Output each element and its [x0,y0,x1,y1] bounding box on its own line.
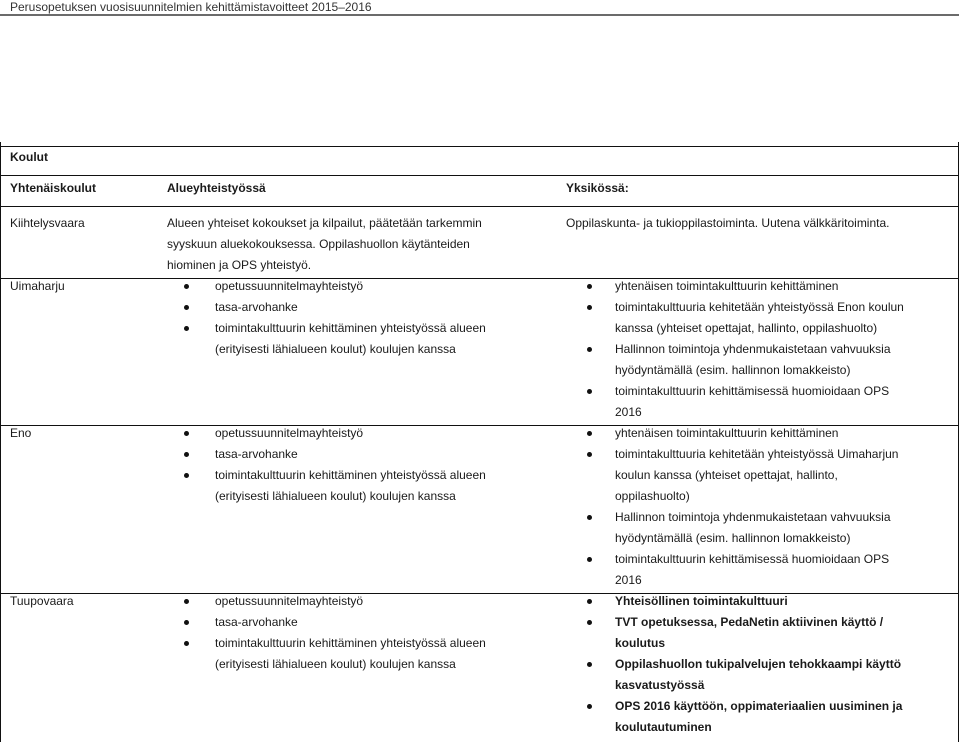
table-border-left [0,142,1,742]
list-item: 2016 [615,405,642,419]
table-title: Koulut [10,150,48,164]
list-item: yhtenäisen toimintakulttuurin kehittäminen [615,423,898,444]
bullet-icon [587,620,592,625]
list-item: opetussuunnitelmayhteistyö [215,591,486,612]
bullet-icon [587,515,592,520]
bullet-icon [184,599,189,604]
unit-text: Oppilaskunta- ja tukioppilastoiminta. Uutena välkkäritoiminta. [566,216,890,230]
school-name: Eno [10,426,32,440]
bullet-icon [184,284,189,289]
school-name: Tuupovaara [10,594,74,608]
bullet-icon [184,326,189,331]
column-header: Alueyhteistyössä [167,181,266,195]
list-item: (erityisesti lähialueen koulut) koulujen kanssa [215,657,456,671]
bullet-icon [184,641,189,646]
unit-list [615,591,902,738]
bullet-icon [587,599,592,604]
table-rule [0,206,959,207]
list-item: (erityisesti lähialueen koulut) koulujen kanssa [215,489,456,503]
text-line: syyskuun aluekokouksessa. Oppilashuollon käytänteiden [167,237,470,251]
list-item: koulutautuminen [615,720,712,734]
area-text [167,213,482,276]
list-item: hyödyntämällä (esim. hallinnon lomakkeisto) [615,531,851,545]
document-header: Perusopetuksen vuosisuunnitelmien kehittämistavoitteet 2015–2016 [10,0,372,14]
list-item: Hallinnon toimintoja yhdenmukaistetaan vahvuuksia [615,339,904,360]
list-item: tasa-arvohanke [215,612,486,633]
bullet-icon [587,305,592,310]
school-name: Kiihtelysvaara [10,216,85,230]
school-name: Uimaharju [10,279,65,293]
list-item: hyödyntämällä (esim. hallinnon lomakkeisto) [615,363,851,377]
list-item: 2016 [615,573,642,587]
bullet-icon [587,452,592,457]
list-item: koulutus [615,636,665,650]
bullet-icon [587,704,592,709]
bullet-icon [587,284,592,289]
area-list [215,591,486,675]
bullet-icon [184,473,189,478]
column-header: Yksikössä: [566,181,629,195]
bullet-icon [184,452,189,457]
list-item: toimintakulttuurin kehittämisessä huomioidaan OPS [615,549,898,570]
list-item: OPS 2016 käyttöön, oppimateriaalien uusiminen ja [615,696,902,717]
table-border-top [0,146,959,147]
list-item: koulun kanssa (yhteiset opettajat, hallinto, [615,468,838,482]
list-item: toimintakulttuuria kehitetään yhteistyössä Uimaharjun [615,444,898,465]
list-item: yhtenäisen toimintakulttuurin kehittäminen [615,276,904,297]
bullet-icon [184,305,189,310]
list-item: oppilashuolto) [615,489,690,503]
list-item: Oppilashuollon tukipalvelujen tehokkaampi käyttö [615,654,902,675]
bullet-icon [587,662,592,667]
list-item: kasvatustyössä [615,678,705,692]
bullet-icon [587,347,592,352]
text-line: Alueen yhteiset kokoukset ja kilpailut, päätetään tarkemmin [167,216,482,230]
list-item: toimintakulttuurin kehittäminen yhteistyössä alueen [215,465,486,486]
list-item: Hallinnon toimintoja yhdenmukaistetaan vahvuuksia [615,507,898,528]
bullet-icon [587,389,592,394]
table-rule [0,175,959,176]
list-item: toimintakulttuuria kehitetään yhteistyössä Enon koulun [615,297,904,318]
bullet-icon [184,431,189,436]
list-item: tasa-arvohanke [215,297,486,318]
header-rule [0,14,959,16]
bullet-icon [184,620,189,625]
list-item: opetussuunnitelmayhteistyö [215,423,486,444]
column-header: Yhtenäiskoulut [10,181,97,195]
bullet-icon [587,431,592,436]
list-item: toimintakulttuurin kehittäminen yhteistyössä alueen [215,633,486,654]
area-list [215,423,486,507]
list-item: toimintakulttuurin kehittämisessä huomioidaan OPS [615,381,904,402]
unit-list [615,276,904,423]
list-item: TVT opetuksessa, PedaNetin aktiivinen käyttö / [615,612,902,633]
list-item: toimintakulttuurin kehittäminen yhteistyössä alueen [215,318,486,339]
list-item: kanssa (yhteiset opettajat, hallinto, oppilashuolto) [615,321,878,335]
list-item: opetussuunnitelmayhteistyö [215,276,486,297]
area-list [215,276,486,360]
unit-list [615,423,898,591]
schools-table [0,142,959,742]
bullet-icon [587,557,592,562]
list-item: tasa-arvohanke [215,444,486,465]
list-item: (erityisesti lähialueen koulut) koulujen kanssa [215,342,456,356]
text-line: hiominen ja OPS yhteistyö. [167,258,312,272]
list-item: Yhteisöllinen toimintakulttuuri [615,591,902,612]
